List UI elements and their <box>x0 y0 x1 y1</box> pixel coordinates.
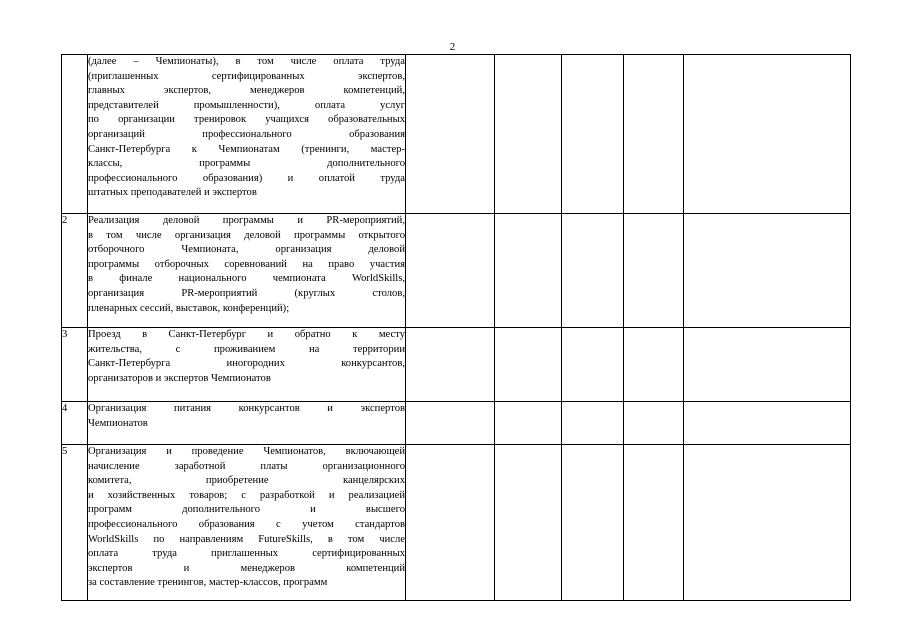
empty-value-cell <box>624 402 684 445</box>
description-line: экспертов и менеджеров компетенций <box>88 562 405 574</box>
description-line: Санкт-Петербурга иногородних конкурсантов, <box>88 358 405 370</box>
description-line: главных экспертов, менеджеров компетенций, <box>88 85 405 97</box>
row-number-cell: 4 <box>62 402 88 445</box>
empty-value-cell <box>684 402 851 445</box>
description-line: начисление заработной платы организационного <box>88 460 405 472</box>
description-line: Реализация деловой программы и PR-мероприятий, <box>88 215 405 226</box>
table-row <box>62 445 851 601</box>
empty-value-cell <box>562 445 624 601</box>
empty-value-cell <box>406 214 495 328</box>
row-number-cell: 3 <box>62 328 88 402</box>
table-row <box>62 214 851 328</box>
row-description-cell <box>88 328 406 402</box>
empty-value-cell <box>495 402 562 445</box>
description-line: Организация и проведение Чемпионатов, включающей <box>88 446 405 457</box>
empty-value-cell <box>684 214 851 328</box>
table-row <box>62 402 851 445</box>
empty-value-cell <box>495 445 562 601</box>
row-description-cell <box>88 214 406 328</box>
empty-value-cell <box>562 328 624 402</box>
row-number-cell <box>62 55 88 214</box>
row-description-cell <box>88 402 406 445</box>
empty-value-cell <box>562 214 624 328</box>
description-line: Проезд в Санкт-Петербург и обратно к месту <box>88 329 405 340</box>
empty-value-cell <box>684 445 851 601</box>
empty-value-cell <box>406 402 495 445</box>
description-line: организаций профессионального образования <box>88 128 405 140</box>
table-row <box>62 328 851 402</box>
description-line: классы, программы дополнительного <box>88 158 405 170</box>
description-line: в том числе организация деловой программы открытого <box>88 229 405 241</box>
description-line: профессионального образования) и оплатой труда <box>88 172 405 184</box>
description-line: по организации тренировок учащихся образовательных <box>88 114 405 126</box>
description-line: профессионального образования с учетом стандартов <box>88 518 405 530</box>
row-description-cell <box>88 55 406 214</box>
description-line: Санкт-Петербурга к Чемпионатам (тренинги, мастер- <box>88 143 405 155</box>
page-number: 2 <box>449 41 456 53</box>
row-description-cell <box>88 445 406 601</box>
empty-value-cell <box>624 445 684 601</box>
empty-value-cell <box>406 328 495 402</box>
description-line: жительства, с проживанием на территории <box>88 343 405 355</box>
description-line: оплата труда приглашенных сертифицированных <box>88 548 405 560</box>
description-line: в финале национального чемпионата WorldSkills, <box>88 273 405 285</box>
table-row <box>62 55 851 214</box>
empty-value-cell <box>406 445 495 601</box>
description-line: штатных преподавателей и экспертов <box>88 187 257 199</box>
description-line: (далее – Чемпионаты), в том числе оплата труда <box>88 56 405 67</box>
description-line: программ дополнительного и высшего <box>88 504 405 516</box>
empty-value-cell <box>684 328 851 402</box>
empty-value-cell <box>624 55 684 214</box>
row-number-cell: 2 <box>62 214 88 328</box>
description-line: (приглашенных сертифицированных экспертов, <box>88 70 405 82</box>
empty-value-cell <box>684 55 851 214</box>
empty-value-cell <box>495 55 562 214</box>
empty-value-cell <box>495 214 562 328</box>
description-line: представителей промышленности), оплата услуг <box>88 99 405 111</box>
description-line: Чемпионатов <box>88 417 148 429</box>
description-line: пленарных сессий, выставок, конференций); <box>88 302 290 314</box>
description-line: отборочного Чемпионата, организация деловой <box>88 244 405 256</box>
empty-value-cell <box>495 328 562 402</box>
description-line: организация PR-мероприятий (круглых столов, <box>88 287 405 299</box>
budget-table <box>61 54 851 601</box>
empty-value-cell <box>562 55 624 214</box>
description-line: WorldSkills по направлениям FutureSkills, в том числе <box>88 533 405 545</box>
description-line: Организация питания конкурсантов и экспертов <box>88 403 405 414</box>
description-line: и хозяйственных товаров; с разработкой и реализацией <box>88 489 405 501</box>
row-number-cell: 5 <box>62 445 88 601</box>
description-line: за составление тренингов, мастер-классов, программ <box>88 577 328 589</box>
description-line: программы отборочных соревнований на право участия <box>88 258 405 270</box>
empty-value-cell <box>562 402 624 445</box>
empty-value-cell <box>624 328 684 402</box>
description-line: организаторов и экспертов Чемпионатов <box>88 372 271 384</box>
description-line: комитета, приобретение канцелярских <box>88 475 405 487</box>
empty-value-cell <box>624 214 684 328</box>
empty-value-cell <box>406 55 495 214</box>
